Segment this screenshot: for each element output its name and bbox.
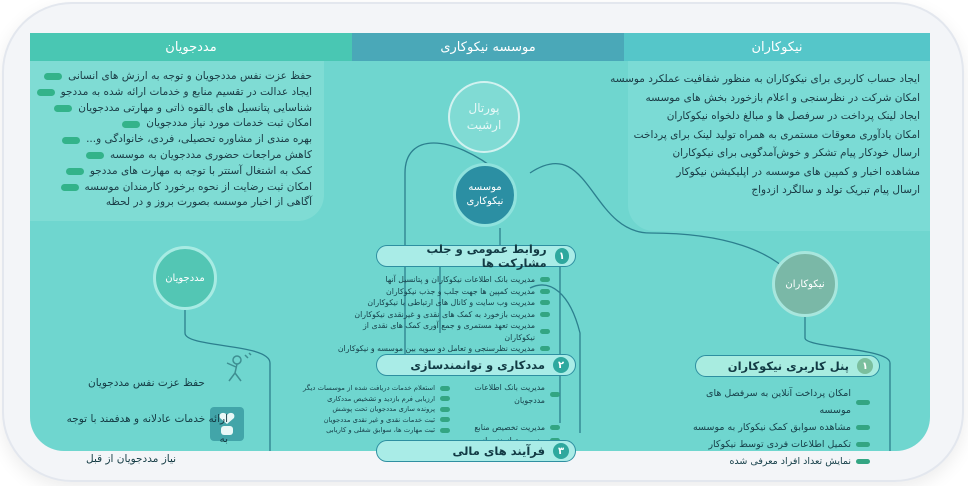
node-donors[interactable] bbox=[772, 251, 838, 317]
list-item-text: مدیریت وب سایت و کانال های ارتباطی با نیکوکاران bbox=[367, 298, 535, 307]
list-item bbox=[27, 195, 312, 211]
list-item-text: حفظ عزت نفس مددجویان و توجه به ارزش های انسانی bbox=[68, 70, 312, 82]
section1-list bbox=[330, 274, 550, 355]
list-item bbox=[450, 421, 560, 434]
section-financial[interactable] bbox=[376, 440, 576, 462]
phone-screen bbox=[30, 33, 930, 467]
list-item bbox=[27, 180, 312, 196]
list-item-text: مدیریت تعهد مستمری و جمع آوری کمک های نقدی از نیکوکاران bbox=[363, 321, 535, 342]
bullet bbox=[540, 277, 550, 282]
list-item bbox=[690, 436, 870, 453]
list-item bbox=[27, 116, 312, 132]
bullet bbox=[44, 73, 62, 80]
bullet bbox=[122, 121, 140, 128]
list-item: امکان یادآوری معوقات مستمری به همراه تولید لینک برای پرداخت bbox=[633, 128, 920, 141]
bullet bbox=[62, 137, 80, 144]
list-item bbox=[27, 101, 312, 117]
list-item-text: نمایش تعداد افراد معرفی شده bbox=[729, 456, 851, 467]
top-tabs bbox=[30, 33, 930, 61]
tab-donors[interactable]: نیکوکاران bbox=[624, 33, 930, 61]
donors-benefits-list bbox=[610, 70, 920, 200]
list-item-text: آگاهی از اخبار موسسه بصورت بروز و در لحظه bbox=[105, 196, 312, 209]
list-item bbox=[330, 286, 550, 298]
section-title: روابط عمومی و جلب مشارکت ها bbox=[426, 242, 547, 270]
list-item-text: امکان پرداخت آنلاین به سرفصل های موسسه bbox=[706, 388, 851, 416]
list-item-text: مدیریت بانک اطلاعات نیکوکاران و پتانسیل آنها bbox=[385, 275, 535, 284]
bullet bbox=[540, 329, 550, 334]
list-item: ارسال خودکار پیام تشکر و خوش‌آمدگویی برای نیکوکاران bbox=[672, 147, 920, 159]
node-donors-label: نیکوکاران bbox=[785, 278, 825, 290]
list-item-text: بهره مندی از مشاوره تحصیلی، فردی، خانوادگی و... bbox=[86, 133, 312, 146]
section-title: فرآیند های مالی bbox=[452, 444, 545, 458]
list-item-text: پرونده سازی مددجویان تحت پوشش bbox=[332, 405, 435, 413]
bullet bbox=[440, 428, 450, 433]
bullet bbox=[61, 184, 79, 191]
tab-institute[interactable]: موسسه نیکوکاری bbox=[352, 33, 624, 61]
donors-benefits-panel bbox=[610, 61, 930, 231]
list-item bbox=[300, 415, 450, 426]
list-item-text: امکان ثبت خدمات مورد نیاز مددجویان bbox=[146, 117, 312, 130]
list-item bbox=[27, 85, 312, 101]
bullet bbox=[550, 425, 560, 430]
bullet bbox=[54, 105, 72, 112]
bullet bbox=[66, 168, 84, 175]
list-item-text: امکان ثبت رضایت از نحوه برخورد کارمندان موسسه bbox=[84, 180, 312, 193]
list-item-text: کمک به اشتغال آستتر با توجه به مهارت های مددجو bbox=[89, 164, 312, 177]
list-item-text: شناسایی پتانسیل های بالقوه ذاتی و مهارتی مددجویان bbox=[78, 101, 312, 114]
list-item bbox=[300, 425, 450, 436]
bullet bbox=[856, 425, 870, 430]
list-item bbox=[330, 297, 550, 309]
list-item: ایجاد حساب کاربری برای نیکوکاران به منظور شفافیت عملکرد موسسه bbox=[610, 73, 920, 85]
section-number: ۲ bbox=[553, 357, 569, 373]
bullet bbox=[856, 459, 870, 464]
list-item bbox=[690, 419, 870, 436]
bullet bbox=[540, 300, 550, 305]
clients-benefits-panel bbox=[30, 61, 324, 221]
client-features bbox=[58, 373, 228, 469]
clients-benefits-list bbox=[27, 69, 312, 211]
list-item: امکان شرکت در نظرسنجی و اعلام بازخورد بخش های موسسه bbox=[645, 91, 920, 104]
section-title: پنل کاربری نیکوکاران bbox=[727, 359, 849, 373]
list-item bbox=[330, 309, 550, 321]
node-clients[interactable] bbox=[153, 246, 217, 310]
section-social-work[interactable] bbox=[376, 354, 576, 376]
list-item bbox=[300, 394, 450, 405]
list-item-text: مدیریت بازخورد به کمک های نقدی و غیرنقدی نیکوکاران bbox=[354, 309, 535, 319]
node-portal[interactable] bbox=[448, 81, 520, 153]
section-number: ۱ bbox=[555, 248, 569, 264]
list-item-text: تکمیل اطلاعات فردی توسط نیکوکار bbox=[708, 439, 851, 450]
bullet bbox=[440, 417, 450, 422]
list-item bbox=[300, 404, 450, 415]
node-institute-label: موسسه نیکوکاری bbox=[466, 182, 504, 207]
section-title: مددکاری و توانمندسازی bbox=[410, 358, 545, 372]
list-item-text: مدیریت بانک اطلاعات مددجویان bbox=[474, 383, 545, 405]
bullet bbox=[440, 386, 450, 391]
list-item bbox=[27, 132, 312, 148]
list-item bbox=[330, 320, 550, 343]
list-item-text: ارزیابی فرم بازدید و تشخیص مددکاری bbox=[327, 394, 435, 403]
list-item-text: استعلام خدمات دریافت شده از موسسات دیگر bbox=[302, 384, 435, 392]
tab-clients[interactable]: مددجویان bbox=[30, 33, 352, 61]
bullet bbox=[856, 442, 870, 447]
section-number: ۳ bbox=[553, 443, 569, 459]
list-item-text: ثبت خدمات نقدی و غیر نقدی مددجویان bbox=[323, 415, 435, 424]
node-clients-label: مددجویان bbox=[165, 272, 205, 284]
section2-right-list bbox=[450, 381, 560, 447]
bullet bbox=[550, 392, 560, 397]
list-item bbox=[330, 343, 550, 355]
section-public-relations[interactable] bbox=[376, 242, 576, 270]
list-item bbox=[27, 164, 312, 180]
section-donor-panel[interactable] bbox=[695, 355, 880, 377]
list-item bbox=[450, 381, 560, 407]
list-item bbox=[690, 453, 870, 470]
list-item-text: مدیریت نظرسنجی و تعامل دو سویه بین موسسه و نیکوکاران bbox=[337, 344, 535, 353]
list-item-text: ایجاد عدالت در تقسیم منابع و خدمات ارائه شده به مددجو bbox=[60, 85, 312, 98]
node-institute[interactable] bbox=[453, 163, 517, 227]
section2-left-list bbox=[300, 383, 450, 436]
list-item bbox=[330, 274, 550, 286]
list-item bbox=[27, 148, 312, 164]
feature-self-esteem: حفظ عزت نفس مددجویان bbox=[88, 377, 205, 389]
list-item bbox=[300, 383, 450, 394]
donor-panel-list bbox=[690, 385, 870, 470]
bullet bbox=[86, 152, 104, 159]
bullet bbox=[37, 89, 55, 96]
bullet bbox=[440, 396, 450, 401]
list-item-text: مدیریت کمپین ها جهت جلب و جذب نیکوکاران bbox=[385, 286, 535, 296]
list-item bbox=[690, 385, 870, 419]
list-item: ایجاد لینک پرداخت در سرفصل ها و مبالغ دلخواه نیکوکاران bbox=[666, 110, 920, 122]
list-item-text: مشاهده سوابق کمک نیکوکار به موسسه bbox=[692, 422, 851, 433]
bullet bbox=[540, 289, 550, 294]
bullet bbox=[856, 400, 870, 405]
self-esteem-icon bbox=[215, 351, 255, 385]
list-item bbox=[27, 69, 312, 85]
node-portal-label: پورتال ارشیت bbox=[466, 101, 502, 132]
bullet bbox=[540, 346, 550, 351]
list-item-text: ثبت مهارت ها، سوابق شغلی و کاریابی bbox=[326, 426, 435, 434]
list-item: ارسال پیام تبریک تولد و سالگرد ازدواج bbox=[751, 184, 920, 196]
feature-fair-service-cont: نیاز مددجویان از قبل bbox=[86, 453, 177, 465]
list-item-text: کاهش مراجعات حضوری مددجویان به موسسه bbox=[109, 148, 312, 161]
list-item-text: مدیریت تخصیص منابع bbox=[474, 423, 545, 432]
bullet bbox=[540, 312, 550, 317]
feature-fair-service: ارائه خدمات عادلانه و هدفمند با توجه به bbox=[66, 413, 228, 445]
section-number: ۱ bbox=[857, 358, 873, 374]
bullet bbox=[440, 407, 450, 412]
list-item: مشاهده اخبار و کمپین های موسسه در اپلیکیشن نیکوکار bbox=[676, 165, 920, 178]
